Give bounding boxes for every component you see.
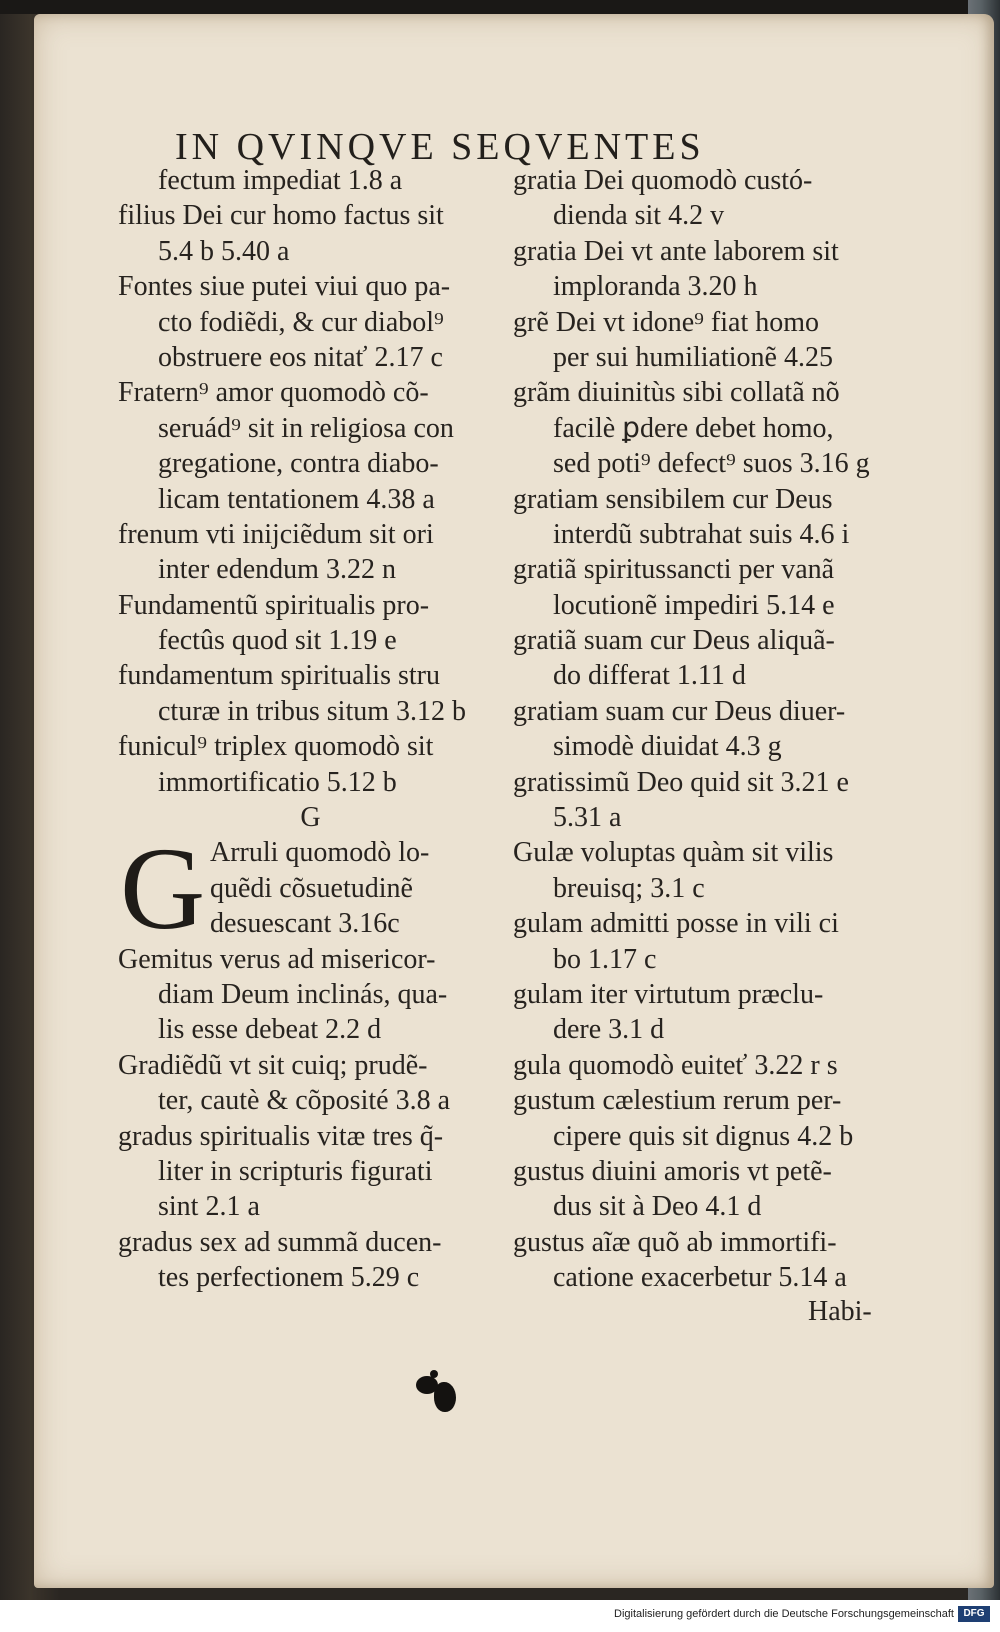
index-entry-line: sed poti⁹ defect⁹ suos 3.16 g (553, 448, 870, 480)
index-entry-line: breuisq; 3.1 c (553, 872, 705, 904)
dfg-logo-icon: DFG (958, 1606, 990, 1622)
index-entry-line: quẽdi cõsuetudinẽ (210, 872, 413, 904)
index-entry (118, 1048, 513, 1119)
index-column-right (513, 163, 908, 1296)
index-entry-line: ter, cautè & cõposité 3.8 a (158, 1085, 450, 1117)
index-entry (118, 1119, 513, 1225)
index-entry-line: filius Dei cur homo factus sit (118, 200, 444, 232)
index-entry-line: tes perfectionem 5.29 c (158, 1262, 420, 1294)
catchword: Habi- (808, 1296, 872, 1327)
index-entry-line: funicul⁹ triplex quomodò sit (118, 731, 434, 763)
index-entry-line: Fundamentũ spiritualis pro- (118, 589, 430, 621)
index-entry (513, 1225, 908, 1296)
running-head: IN QVINQVE SEQVENTES (175, 126, 705, 168)
index-entry (513, 552, 908, 623)
index-entry-line: dere 3.1 d (553, 1014, 665, 1046)
index-entry-line: liter in scripturis figurati (158, 1155, 433, 1187)
index-entry-line: cturæ in tribus situm 3.12 b (158, 695, 466, 727)
index-entry (513, 234, 908, 305)
index-entry (513, 694, 908, 765)
digitization-footer (0, 1600, 1000, 1632)
index-entry (118, 729, 513, 800)
index-entry-line: gratiam suam cur Deus diuer- (513, 695, 846, 727)
index-entry-line: interdũ subtrahat suis 4.6 i (553, 518, 850, 550)
index-entry (513, 623, 908, 694)
index-entry-line: locutionẽ impediri 5.14 e (553, 589, 835, 621)
index-entry (513, 1083, 908, 1154)
index-entry-line: gradus spiritualis vitæ tres q̃- (118, 1120, 444, 1152)
index-entry-line: licam tentationem 4.38 a (158, 483, 435, 515)
index-entry (118, 269, 513, 375)
index-entry (118, 1225, 513, 1296)
index-entry-line: fectûs quod sit 1.19 e (158, 625, 397, 657)
index-entry (513, 482, 908, 553)
index-entry-line: gradus sex ad summã ducen- (118, 1226, 442, 1258)
index-entry (118, 588, 513, 659)
index-entry-line: simodè diuidat 4.3 g (553, 731, 782, 763)
index-entry-line: bo 1.17 c (553, 943, 657, 975)
index-entry-line: gratia Dei quomodò custó- (513, 165, 813, 196)
index-entry-line: 5.4 b 5.40 a (158, 235, 290, 267)
index-entry-line: cipere quis sit dignus 4.2 b (553, 1120, 854, 1152)
index-entry-line: Gradiẽdũ vt sit cuiq; prudẽ- (118, 1049, 428, 1081)
index-entry-line: gustus diuini amoris vt petẽ- (513, 1155, 832, 1187)
index-entry-line: gratiã suam cur Deus aliquã- (513, 625, 835, 657)
index-entry-line: dienda sit 4.2 v (553, 200, 725, 232)
dropcap-initial: G (120, 823, 206, 955)
index-entry-line: inter edendum 3.22 n (158, 554, 396, 586)
index-entry (513, 163, 908, 234)
index-entry-line: gustus aĩæ quõ ab immortifi- (513, 1226, 837, 1258)
index-entry-line: fectum impediat 1.8 a (158, 165, 403, 196)
index-entry-line: gula quomodò euiteť 3.22 r s (513, 1049, 838, 1081)
index-entry-line: catione exacerbetur 5.14 a (553, 1262, 847, 1294)
dropcap-entry (118, 823, 513, 955)
index-entry-line: Arruli quomodò lo- (210, 837, 430, 869)
index-entry (513, 765, 908, 836)
index-entry-line: Gemitus verus ad misericor- (118, 943, 436, 975)
index-entry (118, 658, 513, 729)
index-entry-line: sint 2.1 a (158, 1191, 260, 1223)
index-entry-line: Fratern⁹ amor quomodò cõ- (118, 377, 429, 409)
index-entry-line: gustum cælestium rerum per- (513, 1085, 842, 1117)
index-entry (118, 163, 513, 198)
index-entry-line: gregatione, contra diabo- (158, 448, 439, 480)
section-letter: G (300, 802, 321, 834)
index-entry-line: desuescant 3.16c (210, 908, 400, 940)
index-entry-line: imploranda 3.20 h (553, 271, 758, 303)
funding-credit: Digitalisierung gefördert durch die Deutsche Forschungsgemeinschaft (614, 1608, 954, 1620)
index-entry (118, 517, 513, 588)
index-entry-line: grẽ Dei vt idone⁹ fiat homo (513, 306, 820, 338)
index-entry-line: seruád⁹ sit in religiosa con (158, 412, 454, 444)
index-entry-line: 5.31 a (553, 802, 622, 834)
index-entry-line: gulam iter virtutum præclu- (513, 978, 824, 1010)
index-entry-line: gratia Dei vt ante laborem sit (513, 235, 839, 267)
scan-top-edge (0, 0, 1000, 14)
index-entry (513, 375, 908, 481)
index-entry-line: gratiã spiritussancti per vanã (513, 554, 835, 586)
index-column-left (118, 163, 513, 1296)
index-entry (513, 305, 908, 376)
index-entry-line: fundamentum spiritualis stru (118, 660, 440, 692)
index-entry-line: per sui humiliationẽ 4.25 (553, 341, 833, 373)
index-entry-line: cto fodiẽdi, & cur diabol⁹ (158, 306, 444, 338)
index-entry-line: do differat 1.11 d (553, 660, 746, 692)
index-entry-line: gratissimũ Deo quid sit 3.21 e (513, 766, 849, 798)
index-entry-line: immortificatio 5.12 b (158, 766, 397, 798)
index-entry-line: Fontes siue putei viui quo pa- (118, 271, 451, 303)
index-entry-line: gratiam sensibilem cur Deus (513, 483, 833, 515)
index-entry-line: lis esse debeat 2.2 d (158, 1014, 382, 1046)
index-entry (513, 906, 908, 977)
ink-blot (434, 1382, 456, 1412)
index-entry (118, 198, 513, 269)
index-entry (513, 1048, 908, 1083)
index-entry-line: gulam admitti posse in vili ci (513, 908, 839, 940)
index-entry-line: Gulæ voluptas quàm sit vilis (513, 837, 834, 869)
index-entry (513, 1154, 908, 1225)
index-entry (513, 977, 908, 1048)
index-entry (118, 375, 513, 517)
index-entry-line: obstruere eos nitať 2.17 c (158, 341, 443, 373)
index-entry (513, 835, 908, 906)
index-entry-line: facilè ꝑdere debet homo, (553, 412, 834, 444)
index-entry-line: grãm diuinitùs sibi collatã nõ (513, 377, 840, 409)
index-entry-line: diam Deum inclinás, qua- (158, 978, 448, 1010)
index-entry (118, 942, 513, 1048)
index-entry-line: dus sit à Deo 4.1 d (553, 1191, 762, 1223)
index-entry-line: frenum vti inijciẽdum sit ori (118, 518, 434, 550)
